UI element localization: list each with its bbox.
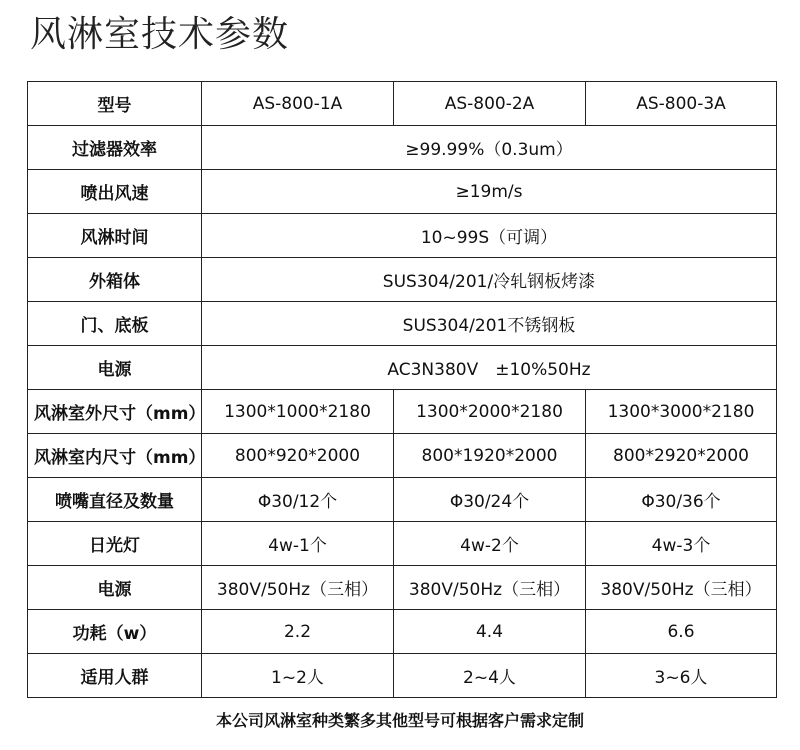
row-label: 功耗（w） [28,610,202,654]
cell-value: 6.6 [586,610,777,654]
row-value: ≥19m/s [202,170,777,214]
row-label: 日光灯 [28,522,202,566]
row-label: 电源 [28,566,202,610]
row-label: 外箱体 [28,258,202,302]
row-label: 风淋室外尺寸（mm） [28,390,202,434]
cell-value: 2~4人 [394,654,586,698]
cell-value: 800*920*2000 [202,434,394,478]
cell-value: 380V/50Hz（三相） [202,566,394,610]
cell-value: 1300*2000*2180 [394,390,586,434]
table-row [28,522,777,566]
page-title: 风淋室技术参数 [30,14,290,55]
table-header-row [28,82,777,126]
model-name: AS-800-2A [394,82,586,126]
cell-value: 800*2920*2000 [586,434,777,478]
table-row [28,390,777,434]
cell-value: Φ30/36个 [586,478,777,522]
spec-table [27,81,777,698]
table-row [28,478,777,522]
row-label: 电源 [28,346,202,390]
table-row [28,214,777,258]
model-name: AS-800-1A [202,82,394,126]
table-row [28,566,777,610]
row-label: 喷嘴直径及数量 [28,478,202,522]
row-label: 喷出风速 [28,170,202,214]
cell-value: 4w-3个 [586,522,777,566]
table-row [28,302,777,346]
cell-value: 3~6人 [586,654,777,698]
header-label: 型号 [28,82,202,126]
table-row [28,346,777,390]
cell-value: 380V/50Hz（三相） [394,566,586,610]
cell-value: 4w-2个 [394,522,586,566]
table-row [28,610,777,654]
cell-value: 800*1920*2000 [394,434,586,478]
row-label: 风淋时间 [28,214,202,258]
table-row [28,258,777,302]
row-label: 风淋室内尺寸（mm） [28,434,202,478]
footer-note: 本公司风淋室种类繁多其他型号可根据客户需求定制 [215,711,584,730]
cell-value: 1~2人 [202,654,394,698]
cell-value: 4.4 [394,610,586,654]
row-value: ≥99.99%（0.3um） [202,126,777,170]
table-row [28,126,777,170]
row-label: 适用人群 [28,654,202,698]
row-value: AC3N380V ±10%50Hz [202,346,777,390]
cell-value: 1300*1000*2180 [202,390,394,434]
cell-value: 380V/50Hz（三相） [586,566,777,610]
cell-value: Φ30/24个 [394,478,586,522]
model-name: AS-800-3A [586,82,777,126]
row-value: SUS304/201/冷轧钢板烤漆 [202,258,777,302]
table-row [28,170,777,214]
row-value: 10~99S（可调） [202,214,777,258]
table-row [28,434,777,478]
cell-value: 4w-1个 [202,522,394,566]
cell-value: Φ30/12个 [202,478,394,522]
row-label: 门、底板 [28,302,202,346]
table-row [28,654,777,698]
cell-value: 2.2 [202,610,394,654]
row-label: 过滤器效率 [28,126,202,170]
row-value: SUS304/201不锈钢板 [202,302,777,346]
cell-value: 1300*3000*2180 [586,390,777,434]
